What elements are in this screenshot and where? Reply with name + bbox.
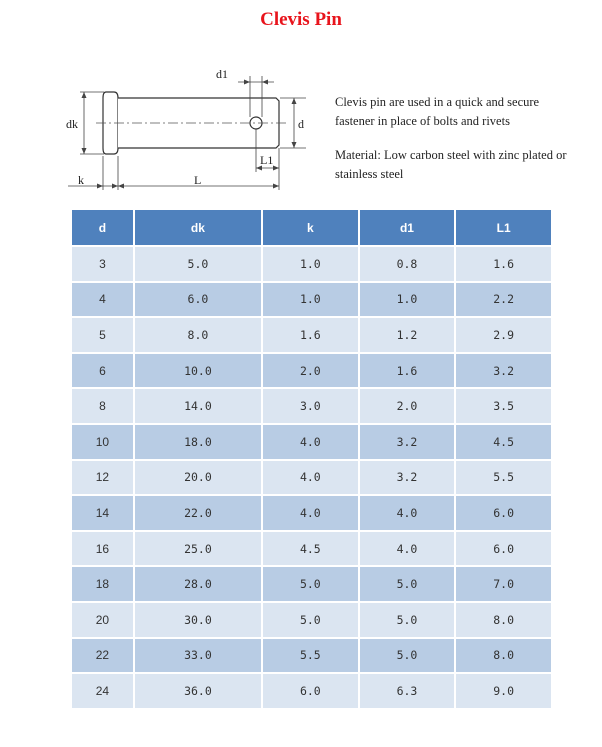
table-cell: 5 [72,318,133,352]
table-cell: 1.6 [360,354,455,388]
table-cell: 10 [72,425,133,459]
header-cell: L1 [456,210,551,245]
table-cell: 4.0 [263,496,358,530]
table-cell: 5.0 [135,247,261,281]
table-cell: 2.0 [263,354,358,388]
table-cell: 22 [72,639,133,673]
table-cell: 5.0 [263,567,358,601]
table-cell: 5.5 [456,461,551,495]
label-d: d [298,117,304,131]
table-cell: 20.0 [135,461,261,495]
table-row [72,354,551,388]
table-cell: 3.0 [263,389,358,423]
table-cell: 10.0 [135,354,261,388]
table-cell: 8.0 [456,639,551,673]
table-row [72,567,551,601]
usage-description: Clevis pin are used in a quick and secure fastener in place of bolts and rivets [335,95,540,128]
table-cell: 2.0 [360,389,455,423]
table-row [72,603,551,637]
header-cell: d [72,210,133,245]
table-cell: 7.0 [456,567,551,601]
table-cell: 2.2 [456,283,551,317]
table-cell: 6.0 [456,532,551,566]
table-cell: 16 [72,532,133,566]
table-cell: 3.2 [360,425,455,459]
label-d1: d1 [216,67,228,81]
table-cell: 6.0 [456,496,551,530]
table-cell: 1.6 [456,247,551,281]
table-cell: 6.3 [360,674,455,708]
table-cell: 4.5 [456,425,551,459]
table-cell: 3.2 [360,461,455,495]
clevis-pin-diagram [66,60,306,195]
table-cell: 6.0 [263,674,358,708]
table-cell: 6 [72,354,133,388]
table-row [72,425,551,459]
table-row [72,247,551,281]
table-cell: 6.0 [135,283,261,317]
table-cell: 4.0 [263,461,358,495]
table-row [72,283,551,317]
table-cell: 0.8 [360,247,455,281]
table-row [72,389,551,423]
table-cell: 8 [72,389,133,423]
table-row [72,318,551,352]
table-cell: 5.0 [360,567,455,601]
table-cell: 36.0 [135,674,261,708]
table-cell: 4.0 [360,496,455,530]
label-k: k [78,173,84,187]
table-cell: 3.2 [456,354,551,388]
table-cell: 33.0 [135,639,261,673]
table-cell: 1.6 [263,318,358,352]
table-cell: 3 [72,247,133,281]
header-cell: d1 [360,210,455,245]
table-cell: 8.0 [135,318,261,352]
table-cell: 3.5 [456,389,551,423]
table-cell: 30.0 [135,603,261,637]
table-cell: 22.0 [135,496,261,530]
table-cell: 14 [72,496,133,530]
table-cell: 2.9 [456,318,551,352]
table-cell: 4.0 [360,532,455,566]
header-cell: k [263,210,358,245]
table-row [72,461,551,495]
table-cell: 5.0 [360,639,455,673]
table-cell: 14.0 [135,389,261,423]
table-cell: 1.0 [263,247,358,281]
spec-table [70,208,553,710]
header-row [72,210,551,245]
table-cell: 12 [72,461,133,495]
header-cell: dk [135,210,261,245]
table-cell: 4.0 [263,425,358,459]
table-cell: 1.0 [360,283,455,317]
table-cell: 1.0 [263,283,358,317]
table-row [72,496,551,530]
table-cell: 24 [72,674,133,708]
table-cell: 25.0 [135,532,261,566]
material-description: Material: Low carbon steel with zinc plated or stainless steel [335,148,567,181]
table-row [72,532,551,566]
label-l1: L1 [260,153,274,167]
label-dk: dk [66,117,78,131]
table-cell: 5.0 [360,603,455,637]
table-cell: 8.0 [456,603,551,637]
table-row [72,639,551,673]
table-cell: 1.2 [360,318,455,352]
table-cell: 4 [72,283,133,317]
table-cell: 5.0 [263,603,358,637]
table-cell: 28.0 [135,567,261,601]
table-cell: 20 [72,603,133,637]
table-cell: 18.0 [135,425,261,459]
table-cell: 4.5 [263,532,358,566]
table-cell: 9.0 [456,674,551,708]
table-row [72,674,551,708]
table-cell: 18 [72,567,133,601]
page-title: Clevis Pin [260,9,342,30]
table-cell: 5.5 [263,639,358,673]
label-l: L [194,173,202,187]
